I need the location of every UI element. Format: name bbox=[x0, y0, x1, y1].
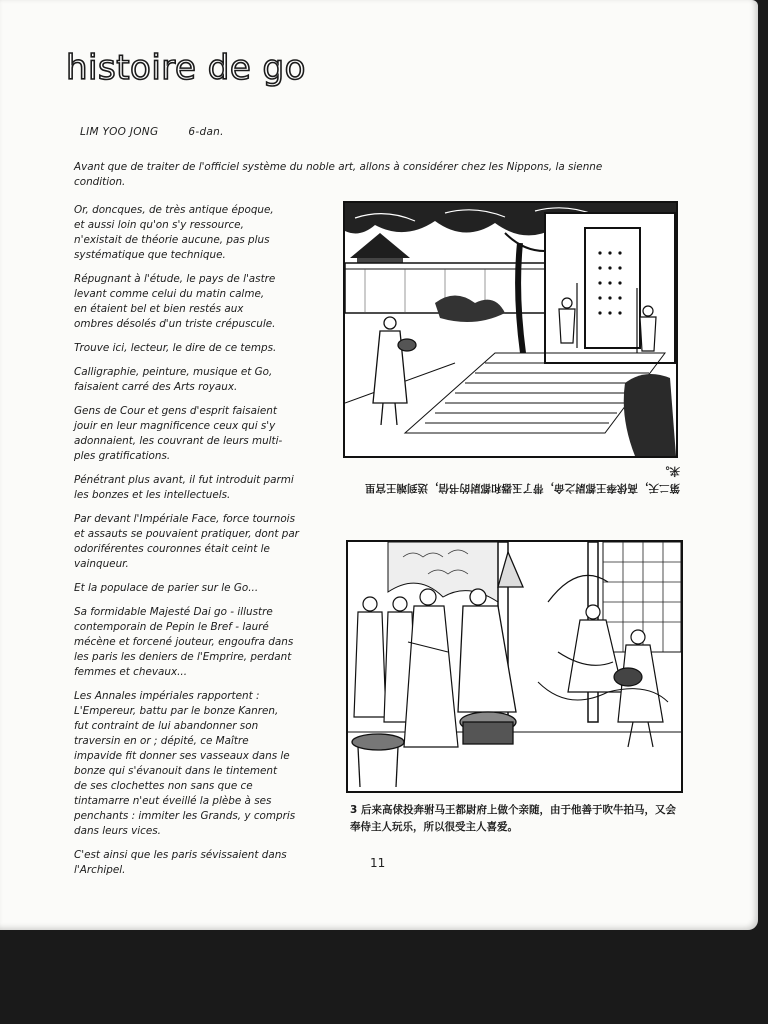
paragraph: Et la populace de parier sur le Go... bbox=[74, 582, 259, 594]
paragraph: Sa formidable Majesté Dai go - illustre contemporain de Pepin le Bref - lauré mécène et forcené jouteur, engoufra dans les paris les deniers de l'Emprire, perdant femmes et chevaux... bbox=[74, 606, 294, 678]
paragraph: Les Annales impériales rapportent : L'Empereur, battu par le bonze Kanren, fut contraint de lui abandonner son traversin en or ; dépité, ce Maître impavide fit donner ses vasseaux dans le bonze qui s'évanouit dans le tintement de ses clochettes non sans que ce tintamarre n'eut éveillé la plèbe à ses penchants : immiter les Grands, y compris dans leurs vices. bbox=[74, 690, 296, 837]
caption-first-illustration: 第二天，高俅奉王都尉之命，带了玉器和都尉的书信，送到端王宫里来。 bbox=[365, 465, 680, 494]
paragraph: Pénétrant plus avant, il fut introduit parmi les bonzes et les intellectuels. bbox=[74, 474, 294, 501]
author-line bbox=[80, 126, 224, 138]
page-title: histoire de go bbox=[66, 48, 306, 88]
illustration-palace-gate bbox=[343, 201, 678, 458]
paragraph: Répugnant à l'étude, le pays de l'astre levant comme celui du matin calme, en étaient bel et bien restés aux ombres désolés d'un triste crépuscule. bbox=[74, 273, 276, 330]
paragraph: Or, doncques, de très antique époque, et aussi loin qu'on s'y ressource, n'existait de théorie aucune, pas plus systématique que technique. bbox=[74, 204, 274, 261]
author-name: LIM YOO JONG bbox=[80, 126, 159, 138]
author-rank: 6-dan. bbox=[188, 126, 224, 138]
paragraph: Par devant l'Impériale Face, force tournois et assauts se pouvaient pratiquer, dont par odoriférentes couronnes était ceint le vainqueur. bbox=[74, 513, 299, 570]
text-column bbox=[74, 203, 334, 887]
intro-paragraph: Avant que de traiter de l'officiel système du noble art, allons à considérer chez les Nippons, la sienne condition. bbox=[74, 161, 603, 188]
page-number: 11 bbox=[370, 856, 386, 870]
illustration-court-scene bbox=[346, 540, 683, 793]
paragraph: Calligraphie, peinture, musique et Go, faisaient carré des Arts royaux. bbox=[74, 366, 273, 393]
paragraph: C'est ainsi que les paris sévissaient dans l'Archipel. bbox=[74, 849, 287, 876]
caption-second-illustration: 3 后来高俅投奔驸马王都尉府上做个亲随，由于他善于吹牛拍马，又会奉侍主人玩乐，所以很受主人喜爱。 bbox=[350, 804, 676, 833]
paragraph: Trouve ici, lecteur, le dire de ce temps. bbox=[74, 342, 277, 354]
paragraph: Gens de Cour et gens d'esprit faisaient jouir en leur magnificence ceux qui s'y adonnaient, les couvrant de leurs multi- ples gratifications. bbox=[74, 405, 283, 462]
